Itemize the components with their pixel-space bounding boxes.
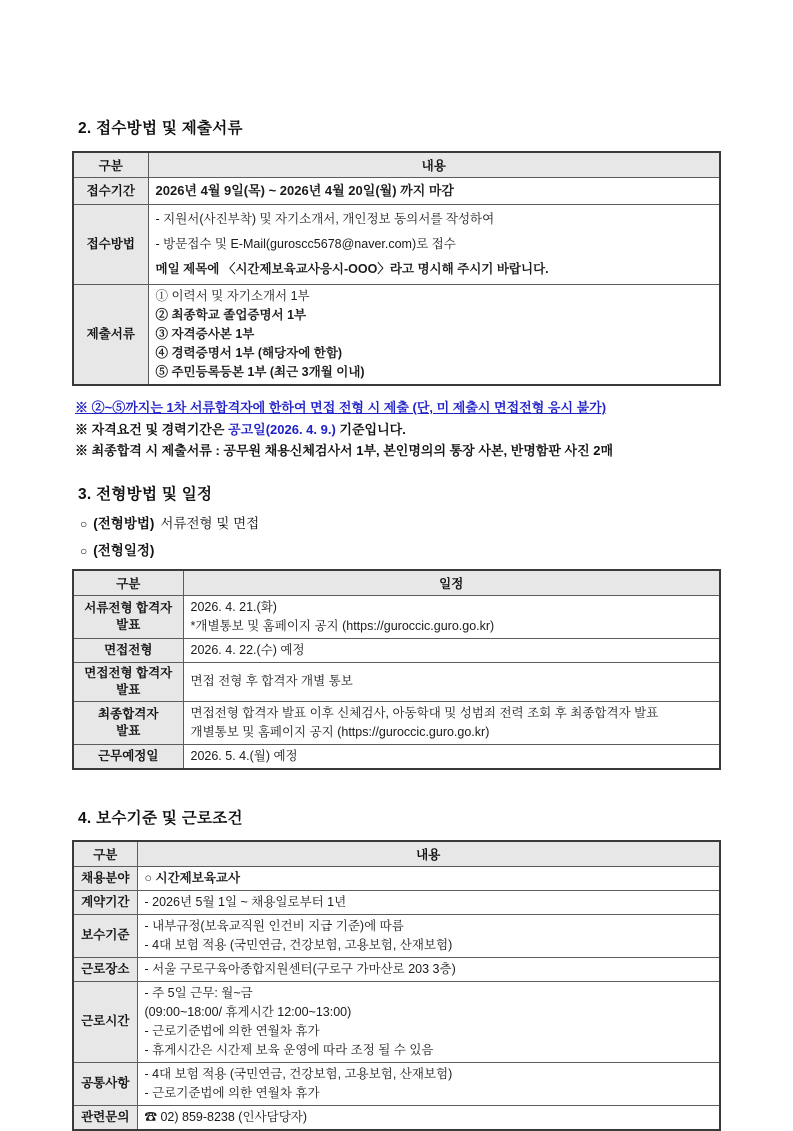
table-header-row (73, 841, 720, 867)
note-line: ※ 최종합격 시 제출서류 : 공무원 채용신체검사서 1부, 본인명의의 통장 사본, 반명함판 사진 2매 (75, 443, 614, 458)
bullet-label: (전형일정) (93, 542, 155, 558)
row-label-cell (73, 957, 137, 981)
content-line: ③ 자격증사본 1부 (155, 327, 255, 341)
table-row (73, 701, 720, 744)
row-content-cell (137, 866, 720, 890)
table-row (73, 638, 720, 662)
row-label-cell (73, 285, 148, 386)
row-content-cell (137, 957, 720, 981)
content-line: ② 최종학교 졸업증명서 1부 (155, 308, 307, 322)
row-content-cell (183, 638, 720, 662)
row-label-cell (73, 981, 137, 1062)
content-line: - 2026년 5월 1일 ~ 채용일로부터 1년 (144, 894, 347, 909)
row-label-cell (73, 1105, 137, 1130)
row-label-cell (73, 205, 148, 285)
row-label-text: 발표 (116, 682, 141, 697)
table-row (73, 178, 720, 205)
bullet-label: (전형방법) (93, 515, 155, 531)
row-label-text: 서류전형 합격자 (84, 600, 173, 615)
row-content-cell (148, 285, 720, 386)
content-line: *개별통보 및 홈페이지 공지 (https://guroccic.guro.go.kr) (190, 618, 495, 633)
content-line: ☎ 02) 859-8238 (인사담당자) (144, 1109, 308, 1124)
table-row (73, 890, 720, 914)
table-row (73, 285, 720, 386)
note-line: ※ 자격요건 및 경력기간은 공고일(2026. 4. 9.) 기준입니다. (75, 421, 406, 437)
circle-bullet-icon: ○ (80, 543, 88, 558)
row-content-cell (148, 205, 720, 285)
row-label-text: 발표 (116, 617, 141, 632)
row-label-cell (73, 638, 183, 662)
table-row (73, 1105, 720, 1130)
row-content-cell (183, 744, 720, 769)
row-label-cell (73, 914, 137, 957)
application-method-table (72, 151, 721, 386)
row-label-cell (73, 662, 183, 701)
column-header: 내용 (148, 152, 720, 178)
selection-schedule-table (72, 569, 721, 770)
row-content-cell (148, 178, 720, 205)
row-content-cell (137, 981, 720, 1062)
row-label-cell (73, 890, 137, 914)
row-content-cell (137, 890, 720, 914)
row-label-text: 최종합격자 (98, 706, 159, 721)
content-line: 면접전형 합격자 발표 이후 신체검사, 아동학대 및 성범죄 전력 조회 후 최종합격자 발표 (190, 705, 659, 720)
section-4-title: 4. 보수기준 및 근로조건 (78, 809, 243, 827)
compensation-table (72, 840, 721, 1131)
row-label-text: 제출서류 (86, 327, 135, 341)
content-line: 2026. 4. 21.(화) (190, 599, 277, 614)
content-line: 면접 전형 후 합격자 개별 통보 (190, 674, 353, 688)
content-line: 개별통보 및 홈페이지 공지 (https://guroccic.guro.go.kr) (190, 724, 490, 739)
table-row (73, 595, 720, 638)
content-line: - 지원서(사진부착) 및 자기소개서, 개인정보 동의서를 작성하여 (155, 212, 495, 226)
row-label-text: 면접전형 (104, 642, 153, 657)
content-line: - 내부규정(보육교직원 인건비 지급 기준)에 따름 (144, 918, 404, 933)
table-header-row (73, 570, 720, 596)
table-row (73, 662, 720, 701)
content-line: - 4대 보험 적용 (국민연금, 건강보험, 고용보험, 산재보험) (144, 1066, 453, 1081)
note-line: ※ ②~⑤까지는 1차 서류합격자에 한하여 면접 전형 시 제출 (단, 미 제출시 면접전형 응시 불가) (75, 400, 607, 415)
row-label-text: 발표 (116, 723, 141, 738)
row-content-cell (137, 1062, 720, 1105)
bullet-text: 서류전형 및 면접 (160, 515, 260, 531)
row-label-cell (73, 595, 183, 638)
table-header-row (73, 152, 720, 178)
content-line: 2026. 5. 4.(월) 예정 (190, 748, 298, 763)
content-line: - 4대 보험 적용 (국민연금, 건강보험, 고용보험, 산재보험) (144, 937, 453, 952)
row-label-cell (73, 1062, 137, 1105)
table-row (73, 981, 720, 1062)
content-line: ④ 경력증명서 1부 (해당자에 한함) (155, 346, 343, 360)
content-line: 2026. 4. 22.(수) 예정 (190, 642, 305, 657)
row-label-text: 접수방법 (86, 237, 135, 251)
table-row (73, 914, 720, 957)
section-2-title: 2. 접수방법 및 제출서류 (78, 120, 243, 137)
content-line: - 서울 구로구육아종합지원센터(구로구 가마산로 203 3층) (144, 961, 456, 976)
row-label-text: 관련문의 (81, 1109, 130, 1124)
content-line: 2026년 4월 9일(목) ~ 2026년 4월 20일(월) 까지 마감 (155, 183, 454, 198)
column-header: 구분 (73, 841, 137, 867)
content-line: - 근로기준법에 의한 연월차 휴가 (144, 1023, 320, 1038)
row-content-cell (137, 1105, 720, 1130)
row-content-cell (183, 701, 720, 744)
row-label-cell (73, 178, 148, 205)
row-label-text: 근무예정일 (98, 748, 159, 763)
content-line: - 근로기준법에 의한 연월차 휴가 (144, 1085, 320, 1100)
table-row (73, 1062, 720, 1105)
circle-bullet-icon: ○ (80, 516, 88, 531)
row-content-cell (183, 595, 720, 638)
row-content-cell (137, 914, 720, 957)
row-label-cell (73, 701, 183, 744)
content-line: - 휴게시간은 시간제 보육 운영에 따라 조정 될 수 있음 (144, 1042, 434, 1057)
row-label-text: 접수기간 (86, 183, 135, 198)
table-row (73, 866, 720, 890)
column-header: 구분 (73, 152, 148, 178)
bullet-line (80, 515, 721, 533)
column-header: 구분 (73, 570, 183, 596)
row-label-text: 공통사항 (81, 1076, 130, 1090)
table-row (73, 744, 720, 769)
selection-method-bullets (80, 515, 721, 560)
content-line: 메일 제목에 〈시간제보육교사응시-OOO〉라고 명시해 주시기 바랍니다. (155, 262, 549, 276)
notes-block (75, 397, 721, 462)
row-label-text: 채용분야 (81, 870, 130, 885)
bullet-line (80, 542, 721, 560)
row-label-cell (73, 866, 137, 890)
content-line: - 방문접수 및 E-Mail(guroscc5678@naver.com)로 접수 (155, 237, 456, 251)
row-label-cell (73, 744, 183, 769)
content-line: - 주 5일 근무: 월~금 (144, 985, 253, 1000)
row-label-text: 계약기간 (81, 894, 130, 909)
row-label-text: 보수기준 (81, 928, 130, 942)
column-header: 내용 (137, 841, 720, 867)
section-3-title: 3. 전형방법 및 일정 (78, 485, 213, 503)
content-line: ○ 시간제보육교사 (144, 870, 241, 885)
content-line: ① 이력서 및 자기소개서 1부 (155, 289, 310, 303)
content-line: ⑤ 주민등록등본 1부 (최근 3개월 이내) (155, 365, 365, 379)
row-label-text: 근로장소 (81, 961, 130, 976)
column-header: 일정 (183, 570, 720, 596)
row-label-text: 근로시간 (81, 1014, 130, 1028)
table-row (73, 957, 720, 981)
row-label-text: 면접전형 합격자 (84, 665, 173, 680)
row-content-cell (183, 662, 720, 701)
content-line: (09:00~18:00/ 휴게시간 12:00~13:00) (144, 1004, 352, 1019)
table-row (73, 205, 720, 285)
